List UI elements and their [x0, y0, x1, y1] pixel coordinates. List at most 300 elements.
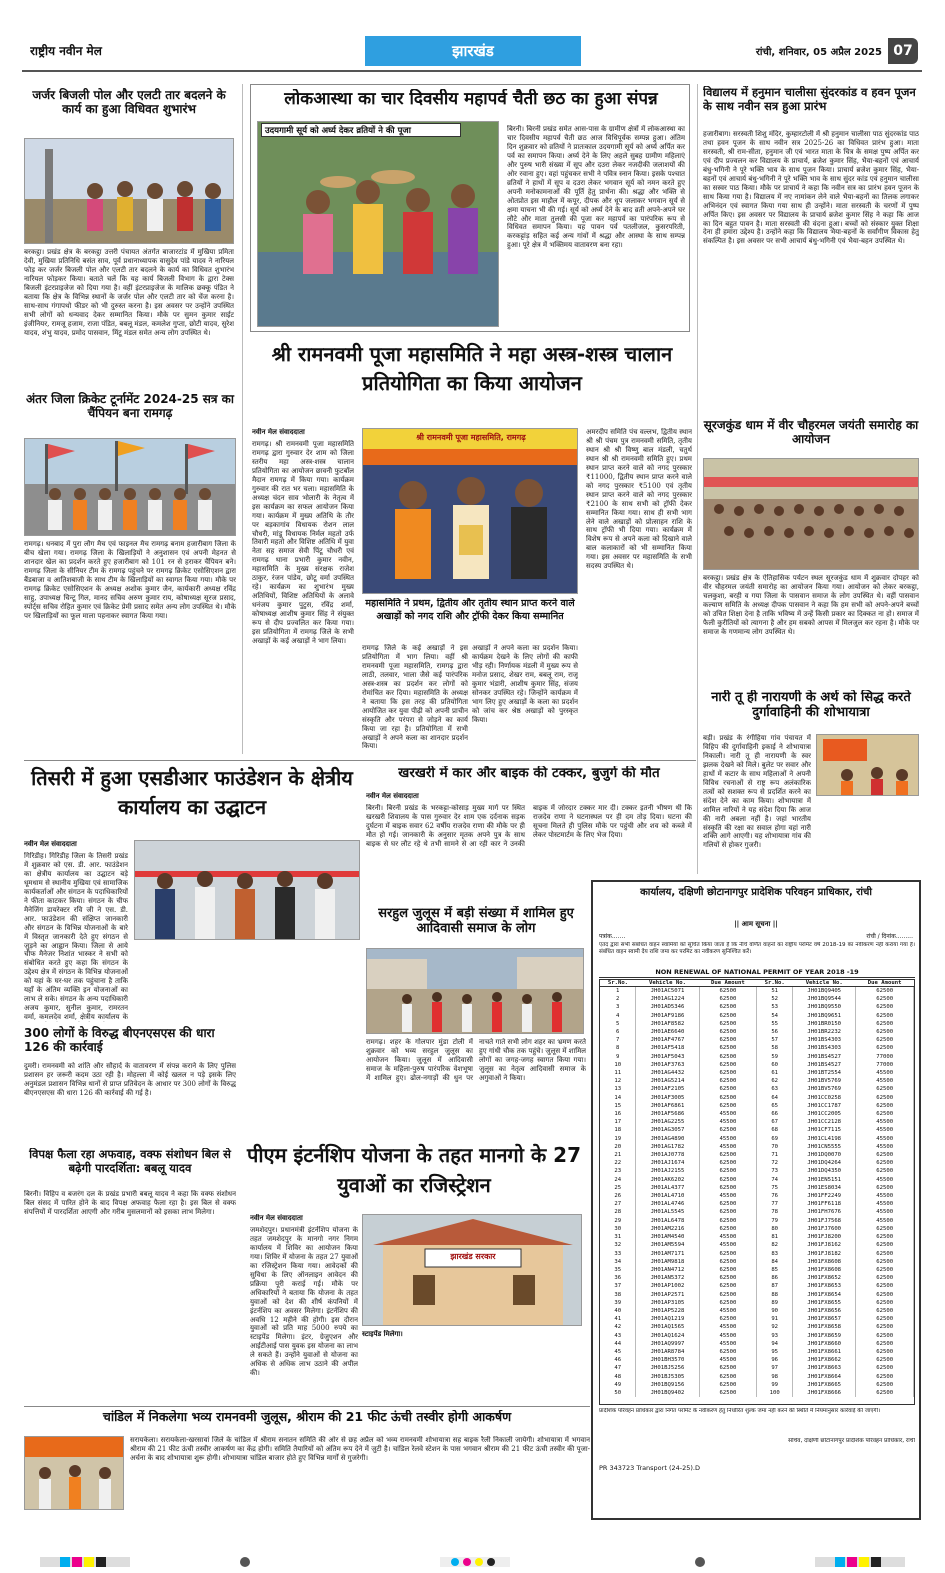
permit-cell: 28 [600, 1208, 636, 1216]
permit-cell: 62500 [856, 1299, 914, 1307]
chhath-body: बिरनी। बिरनी प्रखंड समेत आस-पास के ग्रामीण क्षेत्रों में लोकआस्था का चार दिवसीय महापर्व चैती छठ आज विधिपूर्वक सम्पन्न हुआ। अंतिम दिन शुक्रवार को व्रतियों ने प्रातःकाल उदयगामी सूर्य को अर्घ्य अर्पित कर पर्व का समापन किया। अर्घ्य देने के लिए अहले सुबह ग्रामीण महिलाएं और पुरुष भारी संख्या में सूप और दउरा लेकर नजदीकी जलाशयों की ओर रवाना हुए। वहां पहुंचकर सभी ने पवित्र स्नान किया। इसके पश्चात व्रतियों ने हाथों में सूप व दउरा लेकर भगवान सूर्य को नमन करते हुए अपनी मनोकामनाओं की पूर्ति हेतु प्रार्थना की। श्रद्धा और भक्ति से ओतप्रोत इस माहौल में कपूर, दीपक और धूप जलाकर भगवान सूर्य से क्षमा याचना भी की गई। सूर्य को अर्घ्य देने के बाद व्रती अपने-अपने घर लौटे और माता तुलसी की पूजा कर महापर्व का पारंपरिक रूप से विधिवत समापन किया। यह पावन पर्व पतलीजल, कुसरपरिती, करकट्टांड़ सहित कई अन्य गांवों में श्रद्धा और आस्था के साथ सम्पन्न हुआ। पूरे क्षेत्र में भक्तिमय वातावरण बना रहा। [507, 125, 685, 250]
permit-cell: 62500 [856, 1250, 914, 1258]
permit-cell: 39 [600, 1299, 636, 1307]
permit-col-header: Sr.No. [757, 980, 793, 987]
durga-headline: नारी तू ही नारायणी के अर्थ को सिद्ध करते दुर्गावाहिनी की शोभायात्रा [711, 690, 911, 721]
permit-cell: 62500 [856, 1225, 914, 1233]
permit-cell: 62500 [699, 1258, 757, 1266]
permit-cell: JH01FX8663 [793, 1364, 856, 1372]
permit-cell: 62500 [856, 1036, 914, 1044]
khrkhri-byline: नवीन मेल संवाददाता [366, 792, 419, 800]
permit-cell: 92 [757, 1323, 793, 1331]
permit-cell: 56 [757, 1028, 793, 1036]
permit-cell: JH01AN5372 [636, 1274, 699, 1282]
permit-cell: JH01BH3570 [636, 1356, 699, 1364]
permit-cell: JH01CL4198 [793, 1135, 856, 1143]
permit-cell: 84 [757, 1258, 793, 1266]
permit-cell: JH01AL6478 [636, 1217, 699, 1225]
permit-cell: 77000 [856, 1061, 914, 1069]
permit-cell: 25 [600, 1184, 636, 1192]
permit-cell: JH01BS4303 [793, 1036, 856, 1044]
sdr-byline: नवीन मेल संवाददाता [24, 840, 77, 848]
permit-row [600, 1036, 914, 1044]
sarhul-photo [366, 948, 584, 1034]
permit-cell: 32 [600, 1241, 636, 1249]
chhath-photo-caption: उदयगामी सूर्य को अर्घ्य देकर व्रतियों ने की पूजा [261, 123, 461, 137]
permit-cell: 62500 [856, 1307, 914, 1315]
permit-cell: JH01FX8665 [793, 1381, 856, 1389]
permit-cell: JH01AM2216 [636, 1225, 699, 1233]
permit-cell: JH01BS4527 [793, 1061, 856, 1069]
notice-footer-note: प्रादेशिक परिवहन प्राधिकार द्वारा निर्गत परमिट के नवीकरण हेतु निर्धारित शुल्क जमा नहीं करने की स्थिति में नियमानुसार कार्रवाई की जाएगी। [599, 1408, 881, 1414]
permit-cell: 23 [600, 1167, 636, 1175]
permit-cell: JH01DQ0070 [793, 1151, 856, 1159]
permit-cell: 36 [600, 1274, 636, 1282]
permit-cell: JH01AL4377 [636, 1184, 699, 1192]
chandil-photo [24, 1436, 124, 1510]
permit-cell: JH01FX8653 [793, 1282, 856, 1290]
permit-cell: JH01FX8666 [793, 1389, 856, 1397]
permit-cell: JH01AQ1565 [636, 1323, 699, 1331]
permit-cell: 65 [757, 1102, 793, 1110]
ramnavami-headline: श्री रामनवमी पूजा महासमिति ने महा अस्त्र-शस्त्र चालान प्रतियोगिता का किया आयोजन [271, 342, 673, 395]
permit-cell: 45500 [699, 1233, 757, 1241]
sarhul-headline: सरहुल जुलूस में बड़ी संख्या में शामिल हुए आदिवासी समाज के लोग [378, 906, 574, 937]
permit-cell: JH01BT2554 [793, 1069, 856, 1077]
row-rule-2 [24, 1406, 590, 1407]
permit-cell: 62500 [699, 1299, 757, 1307]
permit-cell: JH01EN5151 [793, 1176, 856, 1184]
permit-cell: 76 [757, 1192, 793, 1200]
pole-photo [24, 138, 234, 244]
permit-cell: 62500 [856, 1110, 914, 1118]
ramnavami-body-col1: रामगढ़। श्री रामनवमी पूजा महासमिति रामगढ़ द्वारा गुरुवार देर शाम को जिला स्तरीय महा अस्त्र-शस्त्र चालान प्रतियोगिता का आयोजन छावनी फुटबॉल मैदान रामगढ़ में किया गया। कार्यक्रम गुरुवार की रात भर चला। महासमिति के अध्यक्ष चंदन साव भोलारी के नेतृत्व में इस कार्यक्रम का सफल आयोजन किया गया। कार्यक्रम में मुख्य अतिथि के तौर पर बड़कागांव विधायक रोशन लाल चौधरी, मांडू विधायक निर्मल महतो उर्फ तिवारी महतो और विशिष्ट अतिथि में युवा नेता सह समाज सेवी पिंटू चौधरी एवं रामगढ़ थाना प्रभारी कुमार नवीन, महासमिति के मुख्य संरक्षक राजेश ठाकुर, रंजन पांडेय, छोटू वर्मा उपस्थित रहे। कार्यक्रम का शुभारंभ मुख्य अतिथियों, विशिष्ट अतिथियों के अलावे धनंजय कुमार पुटुस, रविंद्र शर्मा, कोषाध्यक्ष आशीष कुमार सिंह ने संयुक्त रूप से दीप प्रज्वलित कर किया गया। इस प्रतियोगिता में रामगढ़ जिले के सभी अखाड़ों के कई अखाड़ों ने भाग लिया। [252, 440, 354, 645]
surajkund-headline: सूरजकुंड धाम में वीर चौहरमल जयंती समारोह का आयोजन [703, 418, 919, 447]
permit-cell: JH01AG5214 [636, 1077, 699, 1085]
notice-intro: एतद द्वारा सभी संबंधित वाहन स्वामियों को सूचित किया जाता है कि नीचे वर्णित वाहनों का राष्ट्रीय परमिट वर्ष 2018-19 का नवीकरण नहीं कराया गया है। संबंधित वाहन स्वामी देय राशि जमा कर परमिट का नवीकरण सुनिश्चित करें। [599, 942, 915, 956]
permit-row [600, 1208, 914, 1216]
permit-cell: 79 [757, 1217, 793, 1225]
permit-row [600, 1258, 914, 1266]
permit-cell: JH01BQ9402 [636, 1389, 699, 1397]
paper-name: राष्ट्रीय नवीन मेल [30, 44, 102, 58]
permit-cell: 62500 [699, 1151, 757, 1159]
internship-photo [362, 1214, 582, 1326]
permit-row [600, 995, 914, 1003]
transport-notice [591, 880, 921, 1520]
permit-cell: 45500 [856, 1069, 914, 1077]
permit-cell: JH01AD5346 [636, 1003, 699, 1011]
permit-cell: 62500 [856, 1282, 914, 1290]
permit-row [600, 1225, 914, 1233]
permit-cell: 94 [757, 1340, 793, 1348]
permit-cell: 8 [600, 1044, 636, 1052]
permit-cell: JH01AM9818 [636, 1258, 699, 1266]
permit-cell: 62500 [856, 1340, 914, 1348]
internship-byline: नवीन मेल संवाददाता [250, 1214, 303, 1222]
permit-cell: 62500 [699, 1217, 757, 1225]
ramnavami-photo-caption: महासमिति ने प्रथम, द्वितीय और तृतीय स्थान प्राप्त करने वाले अखाड़ों को नगद राशि और ट्रॉफी देकर किया सम्मानित [365, 598, 575, 622]
permit-cell: 49 [600, 1381, 636, 1389]
dateline: रांची, शनिवार, 05 अप्रैल 2025 [755, 47, 882, 58]
permit-row [600, 1348, 914, 1356]
permit-cell: JH01AJ0778 [636, 1151, 699, 1159]
permit-cell: 37 [600, 1282, 636, 1290]
permit-cell: 62500 [699, 1381, 757, 1389]
permit-row [600, 1184, 914, 1192]
permit-cell: 16 [600, 1110, 636, 1118]
permit-cell: 80 [757, 1225, 793, 1233]
permit-cell: JH01AF5418 [636, 1044, 699, 1052]
permit-cell: JH01FX8661 [793, 1348, 856, 1356]
permit-cell: JH01AQ9997 [636, 1340, 699, 1348]
permit-cell: JH01FX8660 [793, 1340, 856, 1348]
permit-row [600, 1151, 914, 1159]
permit-cell: 71 [757, 1151, 793, 1159]
permit-cell: JH01CC2005 [793, 1110, 856, 1118]
pole-body: बरकट्ठा। प्रखंड क्षेत्र के बरकट्ठा उत्तरी पंचायत अंतर्गत बाजारटांड में मुखिया प्रमिता देवी, मुखिया प्रतिनिधि बसंत साव, पूर्व प्रधानाध्यापक वासुदेव पांडे यादव ने नारियल फोड़ कर जर्जर बिजली पोल और एलटी तार बदलने के कार्य का विधिवत शुभारंभ नारियल फोड़कर किया। बताते चलें कि यह कार्य बिजली विभाग के द्वारा टेक्स बिजली इंटरप्राइजेज को दिया गया है। वहीं इंटरप्राइजेज के मालिक छक्कू पंडित ने बताया कि क्षेत्र के विभिन्न स्थानों के जर्जर पोल और एलटी तार को चेंज करना है। साथ-साथ गंगापथो फीडर को भी दुरुस्त करना है। इस अवसर पर उन्होंने उपस्थित सभी लोगों को धन्यवाद देकर सम्मानित किया। मौके पर सुमन कुमार साईट इंजीनियर, रामजू हजाम, राजा पंडित, बबलू मंडल, कमलेश गुप्ता, छोटी यादव, सुरेश यादव, शंभु यादव, प्रमोद पासवान, मिंटू मंडल समेत अन्य लोग उपस्थित थे। [24, 248, 234, 337]
permit-cell: 62500 [856, 1389, 914, 1397]
permit-row [600, 1217, 914, 1225]
bnss-headline: 300 लोगों के विरुद्ध बीएनएसएस की धारा 126 की कार्रवाई [24, 1026, 215, 1055]
permit-row [600, 1200, 914, 1208]
permit-cell: JH01AP5228 [636, 1307, 699, 1315]
permit-cell: 58 [757, 1044, 793, 1052]
permit-cell: 98 [757, 1373, 793, 1381]
permit-cell: JH01CC1787 [793, 1102, 856, 1110]
permit-row [600, 987, 914, 996]
permit-cell: 55 [757, 1020, 793, 1028]
permit-cell: 62500 [699, 1200, 757, 1208]
permit-cell: JH01DQ4264 [793, 1159, 856, 1167]
permit-cell: 62500 [699, 1225, 757, 1233]
ramnavami-photo [362, 428, 578, 594]
bnss-body: दुमरी। रामनवमी को शांति और सौहार्द के वातावरण में संपन्न कराने के लिए पुलिस प्रशासन हर जरूरी कदम उठा रही है। मोहल्ला में कोई खलल न पड़े इसके लिए अनुमंडल प्रशासन विभिन्न थानों से प्राप्त प्रतिवेदन के आधार पर 300 लोगों के विरुद्ध बीएनएसएस की धारा 126 की कार्रवाई की गई है। [24, 1062, 236, 1097]
permit-row [600, 1389, 914, 1397]
permit-cell: JH01AF9186 [636, 1012, 699, 1020]
permit-row [600, 1356, 914, 1364]
surajkund-photo [703, 458, 919, 570]
permit-row [600, 1307, 914, 1315]
permit-row [600, 1176, 914, 1184]
permit-row [600, 1061, 914, 1069]
permit-cell: 62500 [856, 1012, 914, 1020]
permit-cell: JH01BQ9405 [793, 987, 856, 996]
permit-cell: 40 [600, 1307, 636, 1315]
permit-cell: 45500 [699, 1307, 757, 1315]
permit-cell: 95 [757, 1348, 793, 1356]
permit-cell: 62500 [699, 1348, 757, 1356]
permit-cell: 91 [757, 1315, 793, 1323]
permit-cell: 62500 [856, 1151, 914, 1159]
permit-row [600, 1126, 914, 1134]
notice-table [599, 979, 915, 1405]
permit-cell: 45500 [856, 1176, 914, 1184]
permit-cell: 62500 [699, 995, 757, 1003]
permit-cell: 62500 [699, 1126, 757, 1134]
permit-cell: JH01AJ1674 [636, 1159, 699, 1167]
permit-cell: 62500 [699, 1389, 757, 1397]
permit-cell: 24 [600, 1176, 636, 1184]
permit-cell: JH01BR2232 [793, 1028, 856, 1036]
permit-cell: 62500 [699, 1069, 757, 1077]
permit-cell: JH01BS4303 [793, 1044, 856, 1052]
permit-row [600, 1250, 914, 1258]
permit-cell: 47 [600, 1364, 636, 1372]
permit-cell: JH01AG4432 [636, 1069, 699, 1077]
permit-cell: JH01AM5594 [636, 1241, 699, 1249]
permit-cell: JH01FX8658 [793, 1323, 856, 1331]
page-number: 07 [888, 38, 918, 64]
permit-cell: 45500 [699, 1356, 757, 1364]
permit-cell: 34 [600, 1258, 636, 1266]
permit-cell: 10 [600, 1061, 636, 1069]
waqf-body: बिरनी। विहिप व बजरंग दल के प्रखंड प्रभारी बबलू यादव ने कहा कि वक्फ संशोधन बिल संसद में पारित होने के बाद विपक्ष अफवाह फैला रहा है। इस बिल से वक्फ संपत्तियों में पारदर्शिता आएगी और गरीब मुसलमानों को इसका लाभ मिलेगा। [24, 1190, 236, 1216]
permit-cell: 45500 [699, 1118, 757, 1126]
permit-cell: 19 [600, 1135, 636, 1143]
permit-row [600, 1135, 914, 1143]
permit-cell: 62500 [699, 1208, 757, 1216]
permit-cell: JH01AG4890 [636, 1135, 699, 1143]
permit-cell: JH01FX8659 [793, 1332, 856, 1340]
notice-signature: सचिव, दक्षिणी छोटानागपुर प्रादेशिक परिवहन प्राधिकार, रांची [788, 1438, 915, 1444]
col-rule-2 [697, 84, 698, 874]
permit-cell: 78 [757, 1208, 793, 1216]
permit-row [600, 1118, 914, 1126]
permit-cell: 62500 [699, 1282, 757, 1290]
permit-cell: 3 [600, 1003, 636, 1011]
permit-cell: 45500 [699, 1143, 757, 1151]
permit-cell: JH01AG1224 [636, 995, 699, 1003]
permit-cell: 27 [600, 1200, 636, 1208]
permit-cell: 85 [757, 1266, 793, 1274]
permit-cell: 62500 [856, 1020, 914, 1028]
permit-cell: 31 [600, 1233, 636, 1241]
permit-cell: 62500 [856, 1233, 914, 1241]
masthead-rule [22, 70, 922, 72]
permit-cell: 42 [600, 1323, 636, 1331]
permit-cell: 62500 [856, 1315, 914, 1323]
permit-cell: 62500 [699, 1159, 757, 1167]
permit-cell: 100 [757, 1389, 793, 1397]
permit-cell: 62500 [856, 1266, 914, 1274]
khrkhri-headline: खरखरी में कार और बाइक की टक्कर, बुजुर्ग की मौत [398, 766, 660, 781]
permit-cell: JH01FX8657 [793, 1315, 856, 1323]
permit-cell: 62500 [699, 1364, 757, 1372]
permit-row [600, 1053, 914, 1061]
permit-cell: 45500 [699, 1192, 757, 1200]
permit-cell: JH01FX8656 [793, 1307, 856, 1315]
notice-ref-right: रांची / दिनांक......... [866, 933, 913, 940]
permit-cell: JH01FJ7600 [793, 1225, 856, 1233]
ramnavami-byline: नवीन मेल संवाददाता [252, 428, 305, 436]
hanuman-body: हजारीबाग। सरस्वती शिशु मंदिर, कुम्हारटोली में श्री हनुमान चालीसा पाठ सुंदरकांड पाठ तथा हवन पूजन के साथ नवीन सत्र 2025-26 का विधिवत प्रारंभ हुआ। माता सरस्वती, श्री राम-सीता, हनुमान जी एवं भारत माता के चित्र के समक्ष पुष्प अर्पित कर एवं दीप प्रज्वलन कर विद्यालय के प्राचार्य, ब्रजेश कुमार सिंह, भैया-बहनों एवं आचार्य बंधु-भगिनी ने पूरे भक्ति भाव के साथ पूजन किया। प्राचार्य ब्रजेश कुमार सिंह, भैया-बहनों एवं आचार्य बंधु-भगिनी ने पूरे भक्ति भाव के साथ सुंदर कांड एवं हनुमान चालीसा का सस्वर पाठ किया। मौके पर प्राचार्य ने कहा कि नवीन सत्र का प्रारंभ हवन पूजन के साथ किया गया है। विद्यालय में नए नामांकन लेने वाले भैया-बहनों का तिलक लगाकर अभिनंदन एवं स्वागत किया गया साथ ही उन्होंने। माता सरस्वती के चरणों में पुष्प अर्पित किए। इस अवसर पर विद्यालय के प्राचार्य ब्रजेश कुमार सिंह ने कहा कि आज का दिन बहुत पावन है। माता सरस्वती की वंदना हुआ। बच्चों को संस्कार युक्त शिक्षा देना ही हमारा उद्देश्य है। उन्होंने कहा कि विद्यालय भैया-बहनों के सर्वांगीण विकास हेतु संकल्पित है। इस अवसर पर सभी आचार्य बंधु-भगिनी एवं भैया-बहन उपस्थित थे। [703, 130, 919, 246]
permit-cell: 5 [600, 1020, 636, 1028]
permit-cell: JH01AP3105 [636, 1299, 699, 1307]
sdr-body-col2 [134, 944, 360, 1022]
permit-row [600, 1364, 914, 1372]
permit-cell: 13 [600, 1085, 636, 1093]
permit-cell: 45500 [856, 1192, 914, 1200]
permit-cell: 62500 [856, 1028, 914, 1036]
permit-cell: 45500 [699, 1241, 757, 1249]
permit-cell: 45500 [856, 1077, 914, 1085]
permit-cell: 62500 [856, 1167, 914, 1175]
permit-row [600, 1332, 914, 1340]
durga-body: बड़ी। प्रखंड के रंगीहिया गांव पंचायत में विहिप की दुर्गावाहिनी इकाई ने शोभायात्रा निकाली। नारी तू ही नारायणी के स्वर झलक देखने को मिले। बुलेट पर सवार और हाथों में कटार के साथ महिलाओं ने अपनी विविध रचनाओं से राष्ट्र रूप अलंकारिक तत्वों को सशक्त रूप से प्रदर्शित करने का संदेश देने का काम किया। शोभायात्रा में शामिल नारियों ने यह संदेश दिया कि आज की नारी अबला नहीं है। जहां भारतीय संस्कृति की रक्षा का सवाल होगा वहां नारी शक्ति आगे आएगी। यह शोभायात्रा गांव की गलियों से होकर गुजरी। [703, 734, 811, 850]
permit-cell: 62500 [856, 1241, 914, 1249]
hanuman-headline: विद्यालय में हनुमान चालीसा सुंदरकांड व हवन पूजन के साथ नवीन सत्र हुआ प्रारंभ [703, 86, 916, 113]
permit-cell: 62500 [699, 1044, 757, 1052]
permit-cell: 15 [600, 1102, 636, 1110]
permit-cell: 96 [757, 1356, 793, 1364]
permit-cell: JH01FX8654 [793, 1291, 856, 1299]
permit-row [600, 1044, 914, 1052]
permit-cell: 90 [757, 1307, 793, 1315]
permit-cell: 74 [757, 1176, 793, 1184]
permit-cell: JH01AR8784 [636, 1348, 699, 1356]
notice-table-title: NON RENEWAL OF NATIONAL PERMIT OF YEAR 2018 -19 [599, 968, 915, 978]
permit-cell: 14 [600, 1094, 636, 1102]
permit-col-header: Sr.No. [600, 980, 636, 987]
permit-cell: 68 [757, 1126, 793, 1134]
permit-row [600, 1094, 914, 1102]
permit-cell: JH01FX8652 [793, 1274, 856, 1282]
permit-cell: 62500 [856, 1332, 914, 1340]
ramnavami-body-col3: अखाड़ों ने अपने कला का प्रदर्शन किया। कार्यक्रम देखने के लिए लोगों की काफी भीड़ रही। निर्णायक मंडली में मुख्य रूप से मनोज प्रसाद, शेखर राम, बबलू राम, राजू कुमार भंडारी, आशीष कुमार सिंह, संजय सोनकर उपस्थित रहे। जिन्होंने कार्यक्रम में भाग लिए हुए अखाड़ों के कला का प्रदर्शन को जांच कर श्रेष्ठ अखाड़ों को पुरस्कृत किया। [472, 644, 578, 724]
permit-cell: JH01AQ1219 [636, 1315, 699, 1323]
permit-cell: 45500 [699, 1323, 757, 1331]
permit-cell: 64 [757, 1094, 793, 1102]
permit-row [600, 1077, 914, 1085]
permit-cell: 62500 [699, 1176, 757, 1184]
permit-cell: 18 [600, 1126, 636, 1134]
permit-cell: JH01BQ9550 [793, 1003, 856, 1011]
permit-cell: JH01BV5769 [793, 1077, 856, 1085]
permit-row [600, 1323, 914, 1331]
permit-cell: 89 [757, 1299, 793, 1307]
permit-cell: 62500 [856, 1348, 914, 1356]
permit-cell: JH01AP1002 [636, 1282, 699, 1290]
registration-bar [0, 1554, 945, 1568]
ramnavami-body-col4: अमरदीप समिति पंच वल्लभ, द्वितीय स्थान श्री श्री पंचम पुत्र रामनवमी समिति, तृतीय स्थान श्री श्री विष्णु बाल मंडली, चतुर्थ स्थान श्री श्री रामनवमी समिति हुए। प्रथम स्थान प्राप्त करने वाले को नगद पुरस्कार ₹11000, द्वितीय स्थान प्राप्त करने वाले को नगद पुरस्कार ₹5100 एवं तृतीय स्थान प्राप्त करने वाले को नगद पुरस्कार ₹2100 के साथ सभी को ट्रॉफी देकर सम्मानित किया गया। साथ ही सभी भाग लेने वाले अखाड़ों को प्रोत्साहन राशि के साथ ट्रॉफी भी दिया गया। कार्यक्रम में विशेष रूप से अपने कला को दिखाने वाले बाल कलाकारों को भी सम्मानित किया गया। इस अवसर पर महासमिति के सभी सदस्य उपस्थित थे। [586, 428, 692, 571]
permit-cell: JH01FX8655 [793, 1299, 856, 1307]
permit-cell: 62500 [699, 1003, 757, 1011]
permit-cell: 45500 [856, 1200, 914, 1208]
permit-cell: 62500 [856, 1159, 914, 1167]
cricket-photo [24, 438, 236, 536]
permit-cell: JH01AK6202 [636, 1176, 699, 1184]
permit-cell: JH01FJ7568 [793, 1217, 856, 1225]
cricket-headline: अंतर जिला क्रिकेट टूर्नामेंट 2024-25 सत्र का चैंपियन बना रामगढ़ [25, 392, 234, 421]
permit-cell: JH01FX8664 [793, 1373, 856, 1381]
notice-subhead: || आम सूचना || [734, 920, 778, 928]
permit-cell: 62500 [856, 1085, 914, 1093]
permit-cell: 1 [600, 987, 636, 996]
cricket-body: रामगढ़। धनबाद में पुरा लौग मैच एवं फाइनल मैच रामगढ़ बनाम हजारीबाग जिला के बीच खेला गया। रामगढ़ जिला के खिलाड़ियों ने अनुशासन एवं अपनी मेहनत से शानदार खेल का प्रदर्शन करते हुए हजारीबाग को 101 रन से हराकर चैंपियन बने। रामगढ़ जिला के सीनियर टीम के रामगढ़ पहुंचने पर रामगढ़ क्रिकेट एसोसिएशन द्वारा बैंडबाजा व आतिशबाजी के साथ टीम के खिलाड़ियों का स्वागत किया गया। मौके पर रामगढ़ क्रिकेट एसोसिएशन के अध्यक्ष अशोक कुमार जैन, कार्यकारी अध्यक्ष रविंद्र साहु, उपाध्यक्ष चिन्टू गिल, मानद सचिव अरुण कुमार राय, कोषाध्यक्ष सूरज प्रसाद, स्पोर्ट्स सचिव रोहित कुमार एवं क्रिकेट प्रेमी प्रसाद समेत अन्य लोग उपस्थित थे। मौके पर खिलाड़ियों का फूल माला पहनाकर स्वागत किया गया। [24, 540, 236, 620]
permit-cell: 62500 [699, 1012, 757, 1020]
permit-cell: JH01FH7676 [793, 1208, 856, 1216]
permit-cell: JH01BV5769 [793, 1085, 856, 1093]
chhath-photo [257, 121, 499, 327]
permit-row [600, 1069, 914, 1077]
permit-cell: 62500 [699, 1102, 757, 1110]
permit-cell: 69 [757, 1135, 793, 1143]
sdr-photo [134, 840, 360, 940]
permit-col-header: Due Amount [699, 980, 757, 987]
permit-cell: 77 [757, 1200, 793, 1208]
permit-cell: 33 [600, 1250, 636, 1258]
permit-cell: JH01AL5545 [636, 1208, 699, 1216]
permit-row [600, 1110, 914, 1118]
permit-cell: 43 [600, 1332, 636, 1340]
permit-cell: 4 [600, 1012, 636, 1020]
permit-cell: 35 [600, 1266, 636, 1274]
permit-cell: 53 [757, 1003, 793, 1011]
permit-cell: 45500 [856, 1118, 914, 1126]
permit-cell: 61 [757, 1069, 793, 1077]
permit-cell: JH01BS4527 [793, 1053, 856, 1061]
permit-cell: 62500 [856, 1003, 914, 1011]
permit-cell: 62500 [856, 1102, 914, 1110]
permit-cell: 77000 [856, 1053, 914, 1061]
permit-cell: 70 [757, 1143, 793, 1151]
permit-cell: JH01AM7171 [636, 1250, 699, 1258]
permit-row [600, 1028, 914, 1036]
permit-cell: 38 [600, 1291, 636, 1299]
permit-row [600, 1003, 914, 1011]
permit-cell: 62500 [699, 1373, 757, 1381]
permit-cell: 62500 [699, 1061, 757, 1069]
internship-body: जमशेदपुर। प्रधानमंत्री इंटर्नशिप योजना के तहत जमशेदपुर के मानगो नगर निगम कार्यालय में शिविर का आयोजन किया गया। शिविर में योजना के तहत 27 युवाओं का रजिस्ट्रेशन किया गया। आवेदकों की सुविधा के लिए ऑनलाइन आवेदन की प्रक्रिया पूरी कराई गई। मौके पर अधिकारियों ने बताया कि योजना के तहत युवाओं को देश की शीर्ष कंपनियों में इंटर्नशिप का अवसर मिलेगा। इंटर्नशिप की अवधि 12 महीने की होगी। इस दौरान युवाओं को प्रति माह 5000 रुपये का स्टाइपेंड मिलेगा। इंटर, ग्रेजुएशन और आईटीआई पास युवक इस योजना का लाभ ले सकते हैं। उन्होंने युवाओं से योजना का अधिक से अधिक लाभ उठाने की अपील की। [250, 1226, 358, 1378]
permit-cell: 45500 [699, 1135, 757, 1143]
permit-row [600, 1012, 914, 1020]
permit-cell: 45500 [856, 1135, 914, 1143]
permit-cell: 62500 [856, 1044, 914, 1052]
permit-cell: JH01AF3763 [636, 1061, 699, 1069]
permit-cell: 86 [757, 1274, 793, 1282]
permit-cell: JH01AF5686 [636, 1110, 699, 1118]
permit-cell: JH01AQ1624 [636, 1332, 699, 1340]
permit-cell: 46 [600, 1356, 636, 1364]
permit-cell: JH01AF4767 [636, 1036, 699, 1044]
permit-cell: 54 [757, 1012, 793, 1020]
pole-headline: जर्जर बिजली पोल और एलटी तार बदलने के कार्य का हुआ विधिवत शुभारंभ [32, 88, 226, 117]
permit-row [600, 1241, 914, 1249]
permit-cell: 45500 [856, 1208, 914, 1216]
permit-cell: 75 [757, 1184, 793, 1192]
permit-cell: 6 [600, 1028, 636, 1036]
permit-cell: 7 [600, 1036, 636, 1044]
internship-headline: पीएम इंटर्नशिप योजना के तहत मानगो के 27 युवाओं का रजिस्ट्रेशन [247, 1143, 581, 1197]
permit-cell: 63 [757, 1085, 793, 1093]
permit-cell: JH01AG3057 [636, 1126, 699, 1134]
permit-table [600, 980, 914, 1397]
internship-photo-sign: झारखंड सरकार [450, 1252, 496, 1261]
ramnavami-body-col2: रामगढ़ जिले के कई अखाड़ों ने इस प्रतियोगिता में भाग लिया। वहीं श्री रामनवमी पूजा महासमिति, रामगढ़ द्वारा लाठी, तलवार, भाला जैसे कई पारंपरिक अस्त्र-शस्त्र का प्रदर्शन कर लोगों को रोमांचित कर दिया। महासमिति के अध्यक्ष ने बताया कि इस तरह की प्रतियोगिता आयोजित कर युवा पीढ़ी को अपनी प्राचीन संस्कृति और परंपरा से जोड़ने का कार्य किया जा रहा है। प्रतियोगिता में सभी अखाड़ों ने अपने कला का शानदार प्रदर्शन किया। [362, 644, 468, 751]
permit-cell: 41 [600, 1315, 636, 1323]
chandil-body: सरायकेला। सरायकेला-खरसावां जिले के चांडिल में श्रीराम सनातन समिति की ओर से छह अप्रैल को भव्य रामनवमी शोभायात्रा सह बाइक रैली निकाली जायेगी। शोभायात्रा में भगवान श्रीराम की 21 फीट ऊंची तस्वीर आकर्षण का केंद्र होगी। समिति तैयारियों को अंतिम रूप देने में जुटी है। चांडिल रेलवे स्टेशन के पास भगवान श्रीराम की 21 फीट ऊंची तस्वीर की पूजा-अर्चना के बाद शोभायात्रा शुरू होगी। शोभायात्रा चांडिल बाजार होते हुए विभिन्न मार्गों से गुजरेगी। [130, 1436, 590, 1462]
permit-cell: 45 [600, 1348, 636, 1356]
permit-cell: 62500 [856, 1381, 914, 1389]
permit-cell: 83 [757, 1250, 793, 1258]
permit-cell: 12 [600, 1077, 636, 1085]
permit-cell: JH01FJ8200 [793, 1233, 856, 1241]
permit-cell: JH01AN4712 [636, 1266, 699, 1274]
permit-cell: 17 [600, 1118, 636, 1126]
permit-cell: 62500 [699, 1291, 757, 1299]
internship-photo-caption: स्टाइपेंड मिलेगा। [362, 1330, 403, 1338]
